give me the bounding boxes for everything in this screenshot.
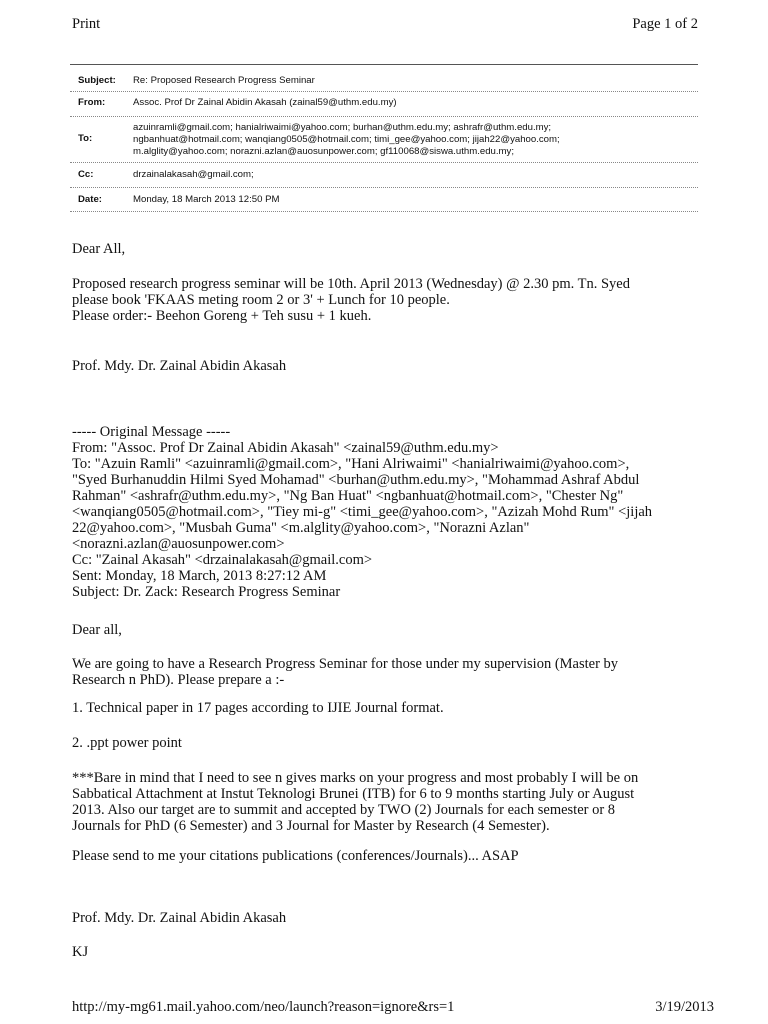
from-label: From:: [78, 97, 106, 108]
to-label: To:: [78, 133, 93, 144]
to-line: ngbanhuat@hotmail.com; wanqiang0505@hotmail.com; timi_gee@yahoo.com; jijah22@yahoo.com;: [133, 134, 560, 145]
header-top-rule: [70, 64, 698, 65]
original-header-line: <wanqiang0505@hotmail.com>, "Tiey mi-g" <timi_gee@yahoo.com>, "Azizah Mohd Rum" <jijah: [72, 504, 653, 520]
list-item-ppt: 2. .ppt power point: [72, 735, 182, 751]
original-intro-line: Research n PhD). Please prepare a :-: [72, 672, 285, 688]
original-header-line: <norazni.azlan@auosunpower.com>: [72, 536, 285, 552]
original-signature: Prof. Mdy. Dr. Zainal Abidin Akasah: [72, 910, 287, 926]
page-number: Page 1 of 2: [632, 16, 698, 32]
reply-body-line: Proposed research progress seminar will be 10th. April 2013 (Wednesday) @ 2.30 pm. Tn. Syed: [72, 276, 630, 292]
original-intro-line: We are going to have a Research Progress Seminar for those under my supervision (Master by: [72, 656, 619, 672]
original-intro: [72, 656, 712, 688]
list-item-technical-paper: 1. Technical paper in 17 pages according to IJIE Journal format.: [72, 700, 444, 716]
original-header-line: Rahman" <ashrafr@uthm.edu.my>, "Ng Ban Huat" <ngbanhuat@hotmail.com>, "Chester Ng": [72, 488, 624, 504]
original-header-line: From: "Assoc. Prof Dr Zainal Abidin Akasah" <zainal59@uthm.edu.my>: [72, 440, 499, 456]
original-header-line: "Syed Burhanuddin Hilmi Syed Mohamad" <burhan@uthm.edu.my>, "Mohammad Ashraf Abdul: [72, 472, 640, 488]
reply-body-line: please book 'FKAAS meting room 2 or 3' + Lunch for 10 people.: [72, 292, 450, 308]
original-note-line: Journals for PhD (6 Semester) and 3 Journal for Master by Research (4 Semester).: [72, 818, 550, 834]
subject-label: Subject:: [78, 75, 116, 86]
cc-value: drzainalakasah@gmail.com;: [133, 169, 254, 180]
footer-url: http://my-mg61.mail.yahoo.com/neo/launch?reason=ignore&rs=1: [72, 999, 455, 1015]
print-label: Print: [72, 16, 101, 32]
header-divider: [70, 187, 698, 188]
original-header-line: 22@yahoo.com>, "Musbah Guma" <m.alglity@yahoo.com>, "Norazni Azlan": [72, 520, 530, 536]
subject-value: Re: Proposed Research Progress Seminar: [133, 75, 315, 86]
to-line: azuinramli@gmail.com; hanialriwaimi@yahoo.com; burhan@uthm.edu.my; ashrafr@uthm.edu.my;: [133, 122, 552, 133]
date-label: Date:: [78, 194, 102, 205]
from-value: Assoc. Prof Dr Zainal Abidin Akasah (zainal59@uthm.edu.my): [133, 97, 397, 108]
reply-body: [72, 276, 712, 324]
cc-label: Cc:: [78, 169, 94, 180]
header-bottom-rule: [70, 211, 698, 212]
header-divider: [70, 116, 698, 117]
original-note-line: Sabbatical Attachment at Instut Teknologi Brunei (ITB) for 6 to 9 months starting July or August: [72, 786, 635, 802]
original-header-line: Cc: "Zainal Akasah" <drzainalakasah@gmail.com>: [72, 552, 373, 568]
original-message-separator: ----- Original Message -----: [72, 424, 231, 440]
original-header-line: To: "Azuin Ramli" <azuinramli@gmail.com>, "Hani Alriwaimi" <hanialriwaimi@yahoo.com>,: [72, 456, 630, 472]
original-header-line: Subject: Dr. Zack: Research Progress Seminar: [72, 584, 341, 600]
original-note-line: 2013. Also our target are to summit and accepted by TWO (2) Journals for each semester or 8: [72, 802, 616, 818]
to-value: [133, 122, 693, 158]
reply-body-line: Please order:- Beehon Goreng + Teh susu + 1 kueh.: [72, 308, 372, 324]
original-request: Please send to me your citations publications (conferences/Journals)... ASAP: [72, 848, 519, 864]
date-value: Monday, 18 March 2013 12:50 PM: [133, 194, 280, 205]
original-header-line: Sent: Monday, 18 March, 2013 8:27:12 AM: [72, 568, 327, 584]
original-note: [72, 770, 712, 834]
original-initials: KJ: [72, 944, 89, 960]
original-note-line: ***Bare in mind that I need to see n gives marks on your progress and most probably I will be on: [72, 770, 639, 786]
header-divider: [70, 162, 698, 163]
original-greeting: Dear all,: [72, 622, 122, 638]
reply-signature: Prof. Mdy. Dr. Zainal Abidin Akasah: [72, 358, 287, 374]
original-message-headers: [72, 440, 712, 600]
header-divider: [70, 91, 698, 92]
to-line: m.alglity@yahoo.com; norazni.azlan@auosunpower.com; gf110068@siswa.uthm.edu.my;: [133, 146, 514, 157]
footer-date: 3/19/2013: [655, 999, 714, 1015]
reply-greeting: Dear All,: [72, 241, 126, 257]
